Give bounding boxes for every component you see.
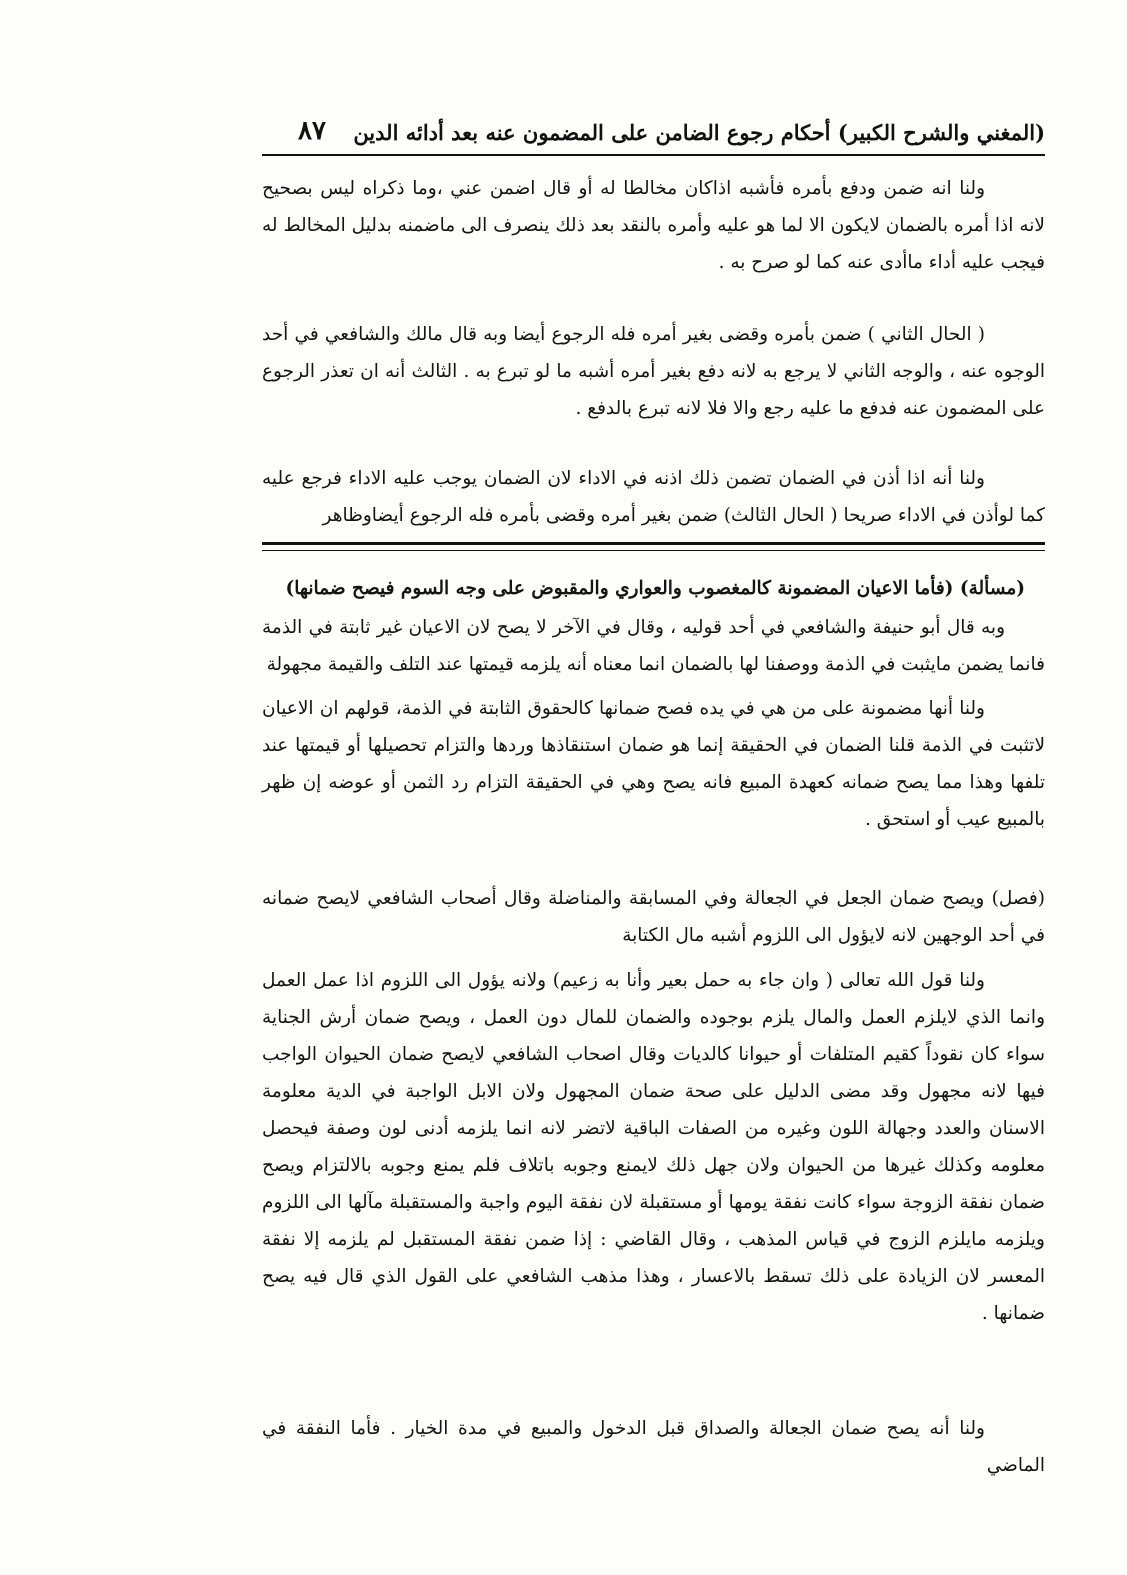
paragraph-lower-1: وبه قال أبو حنيفة والشافعي في أحد قوليه ، وقال في الآخر لا يصح لان الاعيان غير ثابتة في الذمة فانما يضمن مايثبت في الذمة ووصفنا لها بالضمان انما معناه أنه يلزمه قيمتها عند التلف والقيمة مجهولة <box>262 617 1045 675</box>
section-divider-bottom <box>262 550 1045 551</box>
paragraph-lower-3: ولنا قول الله تعالى ( وان جاء به حمل بعير وأنا به زعيم) ولانه يؤول الى اللزوم اذا عمل العمل وانما الذي لايلزم العمل والمال يلزم بوجوده والضمان للمال دون العمل ، ويصح ضمان أرش الجناية سواء كان نقوداً كقيم المتلفات أو حيوانا كالديات وقال اصحاب الشافعي لايصح ضمان الحيوان الواجب فيها لانه مجهول وقد مضى الدليل على صحة ضمان المجهول ولان الابل الواجبة في الدية معلومة الاسنان والعدد وجهالة اللون وغيره من الصفات الباقية لاتضر لانه انما يلزمه أدنى لون وصفة فيحصل معلومه وكذلك غيرها من الحيوان ولان جهل ذلك لايمنع وجوبه باتلاف فلم يمنع وجوبه بالالتزام ويصح ضمان نفقة الزوجة سواء كانت نفقة يومها أو مستقبلة لان نفقة اليوم واجبة والمستقبلة مآلها الى اللزوم ويلزمه مايلزم الزوج في قياس المذهب ، وقال القاضي : إذا ضمن نفقة المستقبل لم يلزمه إلا نفقة المعسر لان الزيادة على ذلك تسقط بالاعسار ، وهذا مذهب الشافعي على القول الذي قال فيه يصح ضمانها . <box>262 970 1045 1324</box>
paragraph-lower-4: ولنا أنه يصح ضمان الجعالة والصداق قبل الدخول والمبيع في مدة الخيار . فأما النفقة في الماضي <box>262 1418 1045 1476</box>
running-header <box>262 116 1045 154</box>
paragraph-upper-3: ولنا أنه اذا أذن في الضمان تضمن ذلك اذنه في الاداء لان الضمان يوجب عليه الاداء فرجع عليه كما لوأذن في الاداء صريحا ( الحال الثالث) ضمن بغير أمره وقضى بأمره فله الرجوع أيضاوظاهر <box>262 468 1045 526</box>
page-number: ٨٧ <box>298 116 326 146</box>
header-rule <box>262 154 1045 156</box>
paragraph-upper-2: ( الحال الثاني ) ضمن بأمره وقضى بغير أمره فله الرجوع أيضا وبه قال مالك والشافعي في أحد الوجوه عنه ، والوجه الثاني لا يرجع به لانه دفع بغير أمره أشبه ما لو تبرع به . الثالث أنه ان تعذر الرجوع على المضمون عنه فدفع ما عليه رجع والا فلا لانه تبرع بالدفع . <box>262 324 1045 419</box>
header-title: (المغني والشرح الكبير) أحكام رجوع الضامن على المضمون عنه بعد أدائه الدين <box>353 120 1045 145</box>
paragraph-fasl: (فصل) ويصح ضمان الجعل في الجعالة وفي المسابقة والمناضلة وقال أصحاب الشافعي لايصح ضمانه في أحد الوجهين لانه لايؤول الى اللزوم أشبه مال الكتابة <box>262 888 1045 946</box>
paragraph-upper-1: ولنا انه ضمن ودفع بأمره فأشبه اذاكان مخالطا له أو قال اضمن عني ،وما ذكراه ليس بصحيح لانه اذا أمره بالضمان لايكون الا لما هو عليه وأمره بالنقد بعد ذلك ينصرف الى ماضمنه بدليل المخالط له فيجب عليه أداء ماأدى عنه كما لو صرح به . <box>262 178 1045 273</box>
section-divider-top <box>262 542 1045 545</box>
paragraph-masala-heading: (مسألة) (فأما الاعيان المضمونة كالمغصوب والعواري والمقبوض على وجه السوم فيصح ضمانها) <box>285 578 1025 599</box>
paragraph-lower-2: ولنا أنها مضمونة على من هي في يده فصح ضمانها كالحقوق الثابتة في الذمة، قولهم ان الاعيان لاتثبت في الذمة قلنا الضمان في الحقيقة إنما هو ضمان استنقاذها وردها والتزام تحصيلها أو قيمتها عند تلفها وهذا مما يصح ضمانه كعهدة المبيع فانه يصح وهي في الحقيقة التزام رد الثمن أو عوضه إن ظهر بالمبيع عيب أو استحق . <box>262 698 1045 830</box>
